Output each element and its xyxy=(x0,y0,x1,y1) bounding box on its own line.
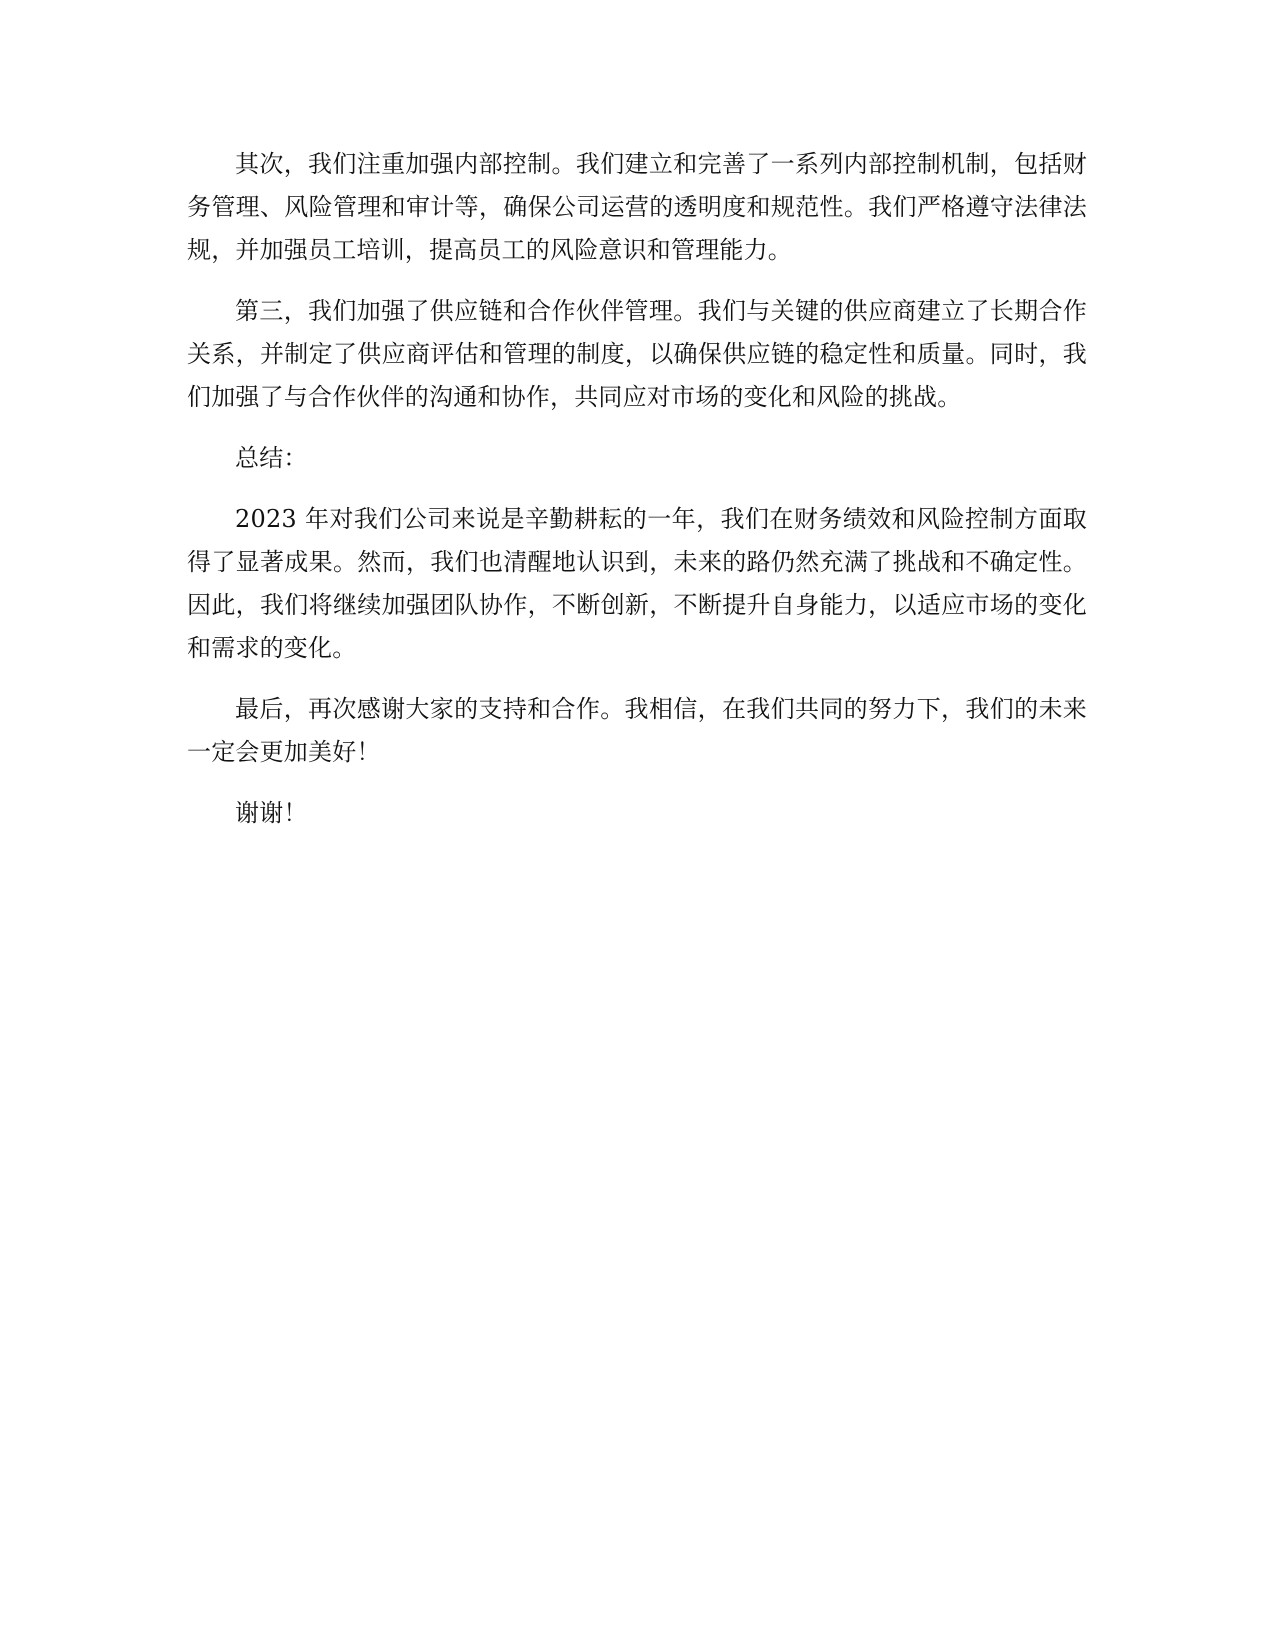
thanks-line: 谢谢！ xyxy=(235,799,308,827)
paragraph-supply-chain: 第三，我们加强了供应链和合作伙伴管理。我们与关键的供应商建立了长期合作关系，并制定了供应商评估和管理的制度，以确保供应链的稳定性和质量。同时，我们加强了与合作伙伴的沟通和协作，共同应对市场的变化和风险的挑战。 xyxy=(187,297,1087,411)
paragraph-closing: 最后，再次感谢大家的支持和合作。我相信，在我们共同的努力下，我们的未来一定会更加美好！ xyxy=(187,695,1087,766)
document-body xyxy=(187,143,1087,853)
paragraph-summary: 2023 年对我们公司来说是辛勤耕耘的一年，我们在财务绩效和风险控制方面取得了显著成果。然而，我们也清醒地认识到，未来的路仍然充满了挑战和不确定性。因此，我们将继续加强团队协作，不断创新，不断提升自身能力，以适应市场的变化和需求的变化。 xyxy=(187,505,1087,662)
summary-heading: 总结： xyxy=(235,444,308,472)
paragraph-internal-control: 其次，我们注重加强内部控制。我们建立和完善了一系列内部控制机制，包括财务管理、风险管理和审计等，确保公司运营的透明度和规范性。我们严格遵守法律法规，并加强员工培训，提高员工的风险意识和管理能力。 xyxy=(187,150,1087,264)
